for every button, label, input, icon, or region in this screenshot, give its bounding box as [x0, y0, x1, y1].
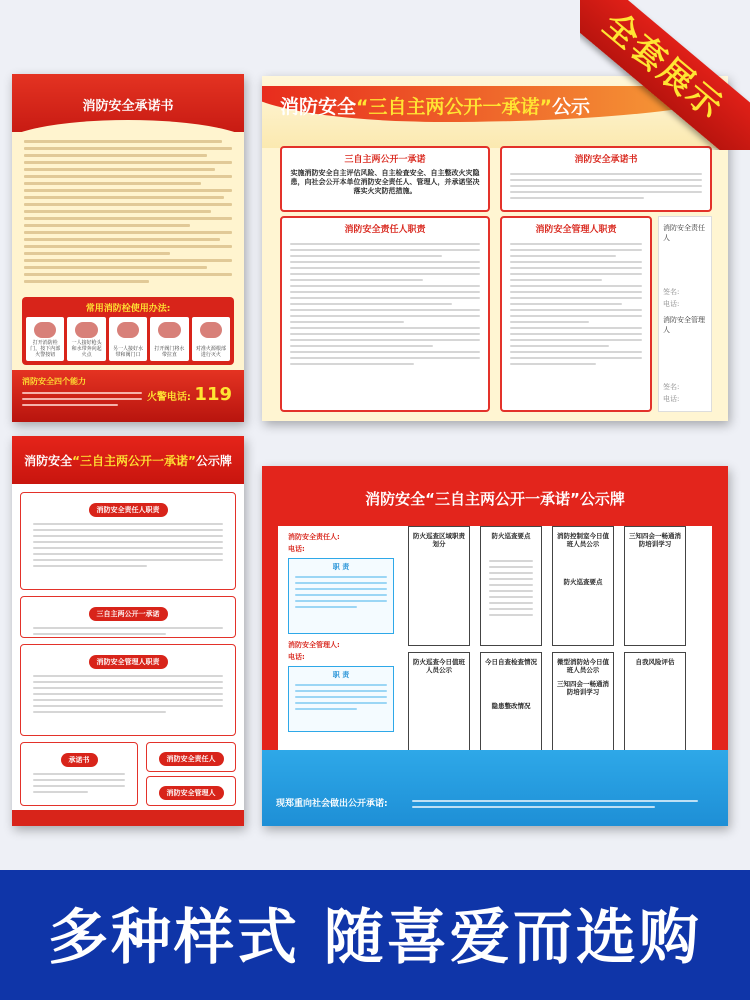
- step-caption: 一人接好枪头和水带奔向起火点: [71, 340, 102, 358]
- grid-cell: 今日自查检查情况 隐患整改情况: [480, 652, 542, 766]
- sig-sign-label: 签名:: [663, 288, 680, 296]
- board2-title: 消防安全“三自主两公开一承诺”公示: [280, 96, 591, 118]
- fire-phone: 火警电话: 119: [146, 384, 232, 405]
- grid-cell: 微型消防站今日值班人员公示 三知四会一畅通消防培训学习: [552, 652, 614, 766]
- panel-title: 消防安全管理人职责: [535, 225, 617, 235]
- step-caption: 对准火源根部进行灭火: [195, 346, 226, 358]
- duty-title: 职 责: [332, 563, 350, 571]
- sig-tel-label: 电话:: [663, 395, 680, 403]
- panel-promise-letter: [500, 146, 712, 212]
- b4-duty-box-1: [288, 558, 394, 634]
- b4-resp-label: 消防安全责任人:: [288, 533, 340, 541]
- board1-body-text: [12, 132, 244, 291]
- grid-cell: 消防控制室今日值班人员公示 防火巡查要点: [552, 526, 614, 646]
- sig-mgr-label: 消防安全管理人: [663, 316, 705, 334]
- b3-resp-box: [146, 742, 236, 772]
- step-caption: 打开阀门将水带拉直: [154, 346, 185, 358]
- b3-promise-box: [20, 596, 236, 638]
- sig-sign-label: 签名:: [663, 383, 680, 391]
- ribbon-label: 全套展示: [580, 0, 750, 150]
- board-three-self-portrait: [12, 436, 244, 826]
- panel-title: 三自主两公开一承诺: [344, 155, 426, 165]
- b3-letter-box: [20, 742, 138, 806]
- panel-promise-text: 实施消防安全自主评估风险、自主检查安全、自主整改火灾隐患，向社会公开本单位消防安全责任人、管理人，并承诺坚决落实火灾防范措施。: [290, 169, 480, 195]
- grid-cell: 三知四会一畅通消防培训学习: [624, 526, 686, 646]
- section-label: 消防安全责任人职责: [89, 503, 168, 517]
- board1-title: 消防安全承诺书: [82, 99, 174, 114]
- usage-step: [26, 317, 64, 361]
- usage-title: 常用消防栓使用办法:: [85, 304, 171, 314]
- section-label: 三自主两公开一承诺: [89, 607, 168, 621]
- grid-cell: 防火巡查今日值班人员公示: [408, 652, 470, 766]
- grid-cell: 自我风险评估: [624, 652, 686, 766]
- board4-title: 消防安全“三自主两公开一承诺”公示牌: [365, 490, 625, 508]
- b4-public-promise-band: [262, 750, 728, 826]
- public-promise-label: 现郑重向社会做出公开承诺:: [276, 799, 388, 809]
- usage-step: [150, 317, 188, 361]
- signature-column: [658, 216, 712, 412]
- b4-tel-label: 电话:: [288, 545, 305, 553]
- four-abilities-label: 消防安全四个能力: [22, 377, 86, 386]
- sig-tel-label: 电话:: [663, 300, 680, 308]
- duty-title: 职 责: [332, 671, 350, 679]
- panel-title: 消防安全责任人职责: [344, 225, 426, 235]
- step-caption: 打开消防栓门，按下内部火警按钮: [30, 340, 61, 358]
- board3-title: 消防安全“三自主两公开一承诺”公示牌: [24, 454, 232, 468]
- panel-three-self: [280, 146, 490, 212]
- hydrant-usage-section: [22, 297, 234, 365]
- grid-cell: 防火巡查要点: [480, 526, 542, 646]
- banner-text: 多种样式 随喜爱而选购: [48, 903, 702, 973]
- b4-duty-box-2: [288, 666, 394, 732]
- b3-mgr-box: [146, 776, 236, 806]
- sig-resp-label: 消防安全责任人: [663, 224, 705, 242]
- section-label: 消防安全责任人: [159, 752, 224, 766]
- panel-manager-duty: [500, 216, 652, 412]
- b4-mgr-label: 消防安全管理人:: [288, 641, 340, 649]
- board1-footer: [12, 370, 244, 422]
- usage-step: [192, 317, 230, 361]
- panel-responsible-duty: [280, 216, 490, 412]
- bottom-banner: [0, 870, 750, 1000]
- usage-step: [67, 317, 105, 361]
- section-label: 承诺书: [61, 753, 98, 767]
- board-three-self-grid: [262, 466, 728, 826]
- panel-title: 消防安全承诺书: [574, 155, 638, 165]
- grid-cell: 防火巡查区域职责划分: [408, 526, 470, 646]
- step-caption: 另一人接好水带和阀门口: [113, 346, 144, 358]
- board-promise-letter: [12, 74, 244, 422]
- b3-manager-box: [20, 644, 236, 736]
- b4-tel-label: 电话:: [288, 653, 305, 661]
- section-label: 消防安全管理人职责: [89, 655, 168, 669]
- usage-step: [109, 317, 147, 361]
- corner-ribbon: [580, 0, 750, 150]
- b3-duty-box: [20, 492, 236, 590]
- section-label: 消防安全管理人: [159, 786, 224, 800]
